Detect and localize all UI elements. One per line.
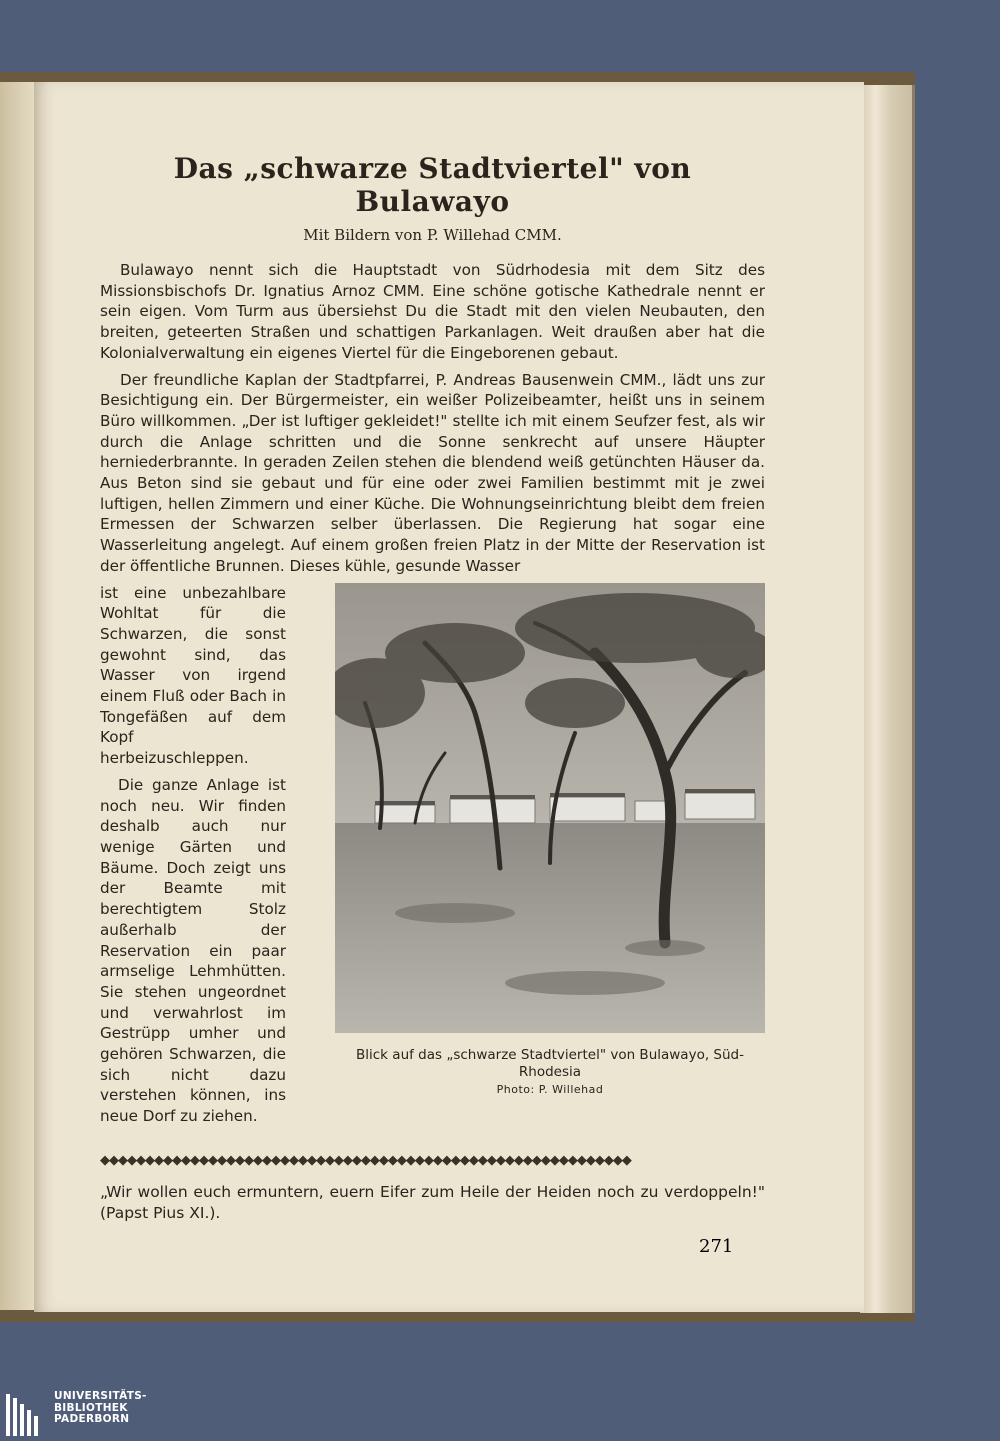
book-page (34, 82, 864, 1312)
library-logo (0, 1388, 160, 1441)
library-bars-icon (6, 1394, 46, 1436)
paragraph-2: Der freundliche Kaplan der Stadtpfarrei, P. Andreas Bausenwein CMM., lädt uns zur Besichtigung ein. Der Bürgermeister, ein weißer Polizeibeamter, heißt uns in seinem Büro willkommen. „Der ist luftiger gekleidet!" stellte ich mit einem Seufzer fest, als wir durch die Anlage schritten und die Sonne senkrecht auf unsere Häupter herniederbrannte. In geraden Zeilen stehen die blendend weiß getünchten Häuser da. Aus Beton sind sie gebaut und für eine oder zwei Familien bestimmt mit je zwei luftigen, hellen Zimmern und einer Küche. Die Wohnungseinrichtung bleibt dem freien Ermessen der Schwarzen selber überlassen. Die Regierung hat sogar eine Wasserleitung angelegt. Auf einem großen freien Platz in der Mitte der Reservation ist der öffentliche Brunnen. Dieses kühle, gesunde Wasser (100, 370, 765, 575)
papal-quote: „Wir wollen euch ermuntern, euern Eifer zum Heile der Heiden noch zu verdoppeln!" (Papst Pius XI.). (100, 1182, 765, 1222)
side-paragraph-1: ist eine unbezahlbare Wohltat für die Schwarzen, die sonst gewohnt sind, das Wasser von irgend einem Fluß oder Bach in Tongefäßen auf dem Kopf herbeizuschleppen. (100, 583, 286, 768)
library-name (54, 1391, 147, 1426)
figure (335, 583, 765, 1133)
text-photo-split (100, 583, 765, 1133)
library-line-1: UNIVERSITÄTS- (54, 1390, 147, 1402)
page-number: 271 (699, 1236, 734, 1257)
ornament-divider: ◆◆◆◆◆◆◆◆◆◆◆◆◆◆◆◆◆◆◆◆◆◆◆◆◆◆◆◆◆◆◆◆◆◆◆◆◆◆◆◆◆◆◆◆◆◆◆◆◆◆◆◆◆◆◆◆◆◆◆ (100, 1152, 631, 1168)
article-title: Das „schwarze Stadtviertel" von Bulawayo (173, 152, 692, 218)
side-column (100, 583, 286, 1133)
photo-caption: Blick auf das „schwarze Stadtviertel" von Bulawayo, Süd-Rhodesia (356, 1046, 744, 1080)
page-content (100, 152, 765, 1224)
page-stack-edge (860, 85, 915, 1313)
side-paragraph-2: Die ganze Anlage ist noch neu. Wir finden deshalb auch nur wenige Gärten und Bäume. Doch zeigt uns der Beamte mit berechtigtem Stolz außerhalb der Reservation ein paar armselige Lehmhütten. Sie stehen ungeordnet und verwahrlost im Gestrüpp umher und gehören Schwarzen, die sich nicht dazu verstehen können, ins neue Dorf zu ziehen. (100, 775, 286, 1126)
library-line-3: PADERBORN (54, 1413, 130, 1425)
article-subtitle: Mit Bildern von P. Willehad CMM. (303, 226, 562, 244)
township-photo (335, 583, 765, 1033)
library-line-2: BIBLIOTHEK (54, 1401, 128, 1414)
paragraph-1: Bulawayo nennt sich die Hauptstadt von Südrhodesia mit dem Sitz des Missionsbischofs Dr. Ignatius Arnoz CMM. Eine schöne gotische Kathedrale nennt er sein eigen. Vom Turm aus übersiehst Du die Stadt mit den vielen Neubauten, den breiten, geteerten Straßen und schattigen Parkanlagen. Weit draußen aber hat die Kolonialverwaltung ein eigenes Viertel für die Eingeborenen gebaut. (100, 261, 765, 362)
photo-credit: Photo: P. Willehad (496, 1082, 604, 1096)
left-page-edge (0, 82, 34, 1310)
